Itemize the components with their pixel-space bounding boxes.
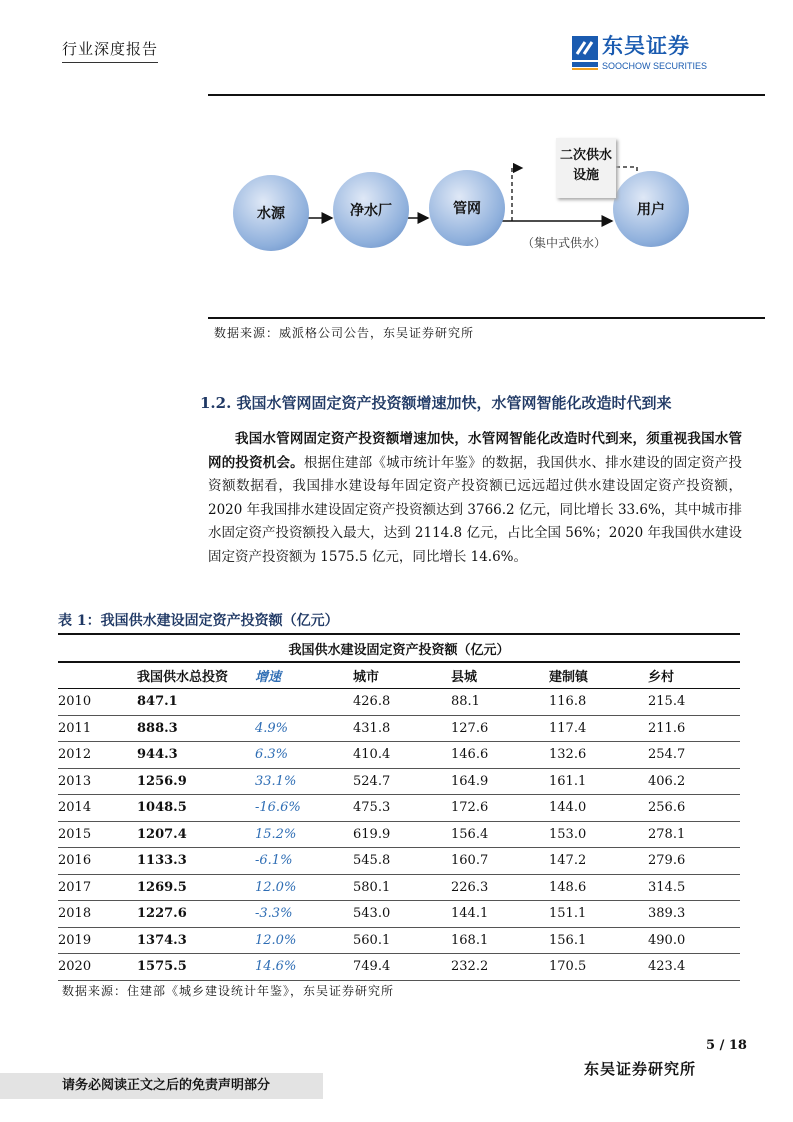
table-row bbox=[58, 689, 740, 716]
village-cell: 389.3 bbox=[648, 901, 740, 928]
total-cell: 1374.3 bbox=[137, 927, 255, 954]
growth-cell: 12.0% bbox=[255, 874, 353, 901]
investment-table bbox=[58, 633, 740, 981]
year-cell: 2014 bbox=[58, 795, 137, 822]
growth-cell: -16.6% bbox=[255, 795, 353, 822]
growth-cell: 33.1% bbox=[255, 768, 353, 795]
figure-source: 数据来源：威派格公司公告，东吴证券研究所 bbox=[214, 326, 475, 340]
column-header: 乡村 bbox=[648, 662, 740, 689]
town-cell: 151.1 bbox=[549, 901, 648, 928]
village-cell: 406.2 bbox=[648, 768, 740, 795]
table-source: 数据来源：住建部《城乡建设统计年鉴》，东吴证券研究所 bbox=[62, 984, 395, 998]
table-row bbox=[58, 715, 740, 742]
year-cell: 2012 bbox=[58, 742, 137, 769]
city-cell: 431.8 bbox=[353, 715, 451, 742]
growth-cell: 15.2% bbox=[255, 821, 353, 848]
total-cell: 1269.5 bbox=[137, 874, 255, 901]
table-row bbox=[58, 768, 740, 795]
growth-cell: -3.3% bbox=[255, 901, 353, 928]
page-number: 5 / 18 bbox=[706, 1038, 747, 1053]
city-cell: 426.8 bbox=[353, 689, 451, 716]
city-cell: 560.1 bbox=[353, 927, 451, 954]
body-paragraph bbox=[208, 428, 742, 569]
total-cell: 944.3 bbox=[137, 742, 255, 769]
growth-cell: 4.9% bbox=[255, 715, 353, 742]
node-user: 用户 bbox=[613, 171, 689, 247]
year-cell: 2011 bbox=[58, 715, 137, 742]
column-header: 我国供水总投资 bbox=[137, 662, 255, 689]
village-cell: 423.4 bbox=[648, 954, 740, 981]
city-cell: 475.3 bbox=[353, 795, 451, 822]
growth-cell: -6.1% bbox=[255, 848, 353, 875]
county-cell: 88.1 bbox=[451, 689, 549, 716]
city-cell: 580.1 bbox=[353, 874, 451, 901]
county-cell: 164.9 bbox=[451, 768, 549, 795]
town-cell: 132.6 bbox=[549, 742, 648, 769]
town-cell: 144.0 bbox=[549, 795, 648, 822]
city-cell: 545.8 bbox=[353, 848, 451, 875]
village-cell: 314.5 bbox=[648, 874, 740, 901]
county-cell: 156.4 bbox=[451, 821, 549, 848]
growth-cell bbox=[255, 689, 353, 716]
header-underline bbox=[62, 62, 158, 63]
central-supply-label: （集中式供水） bbox=[522, 236, 607, 250]
town-cell: 161.1 bbox=[549, 768, 648, 795]
village-cell: 278.1 bbox=[648, 821, 740, 848]
lead-sentence: 我国水管网固定资产投资额增速加快，水管网智能化改造时代到来，须重视我国水管网的投资机会。 bbox=[208, 431, 742, 471]
year-cell: 2015 bbox=[58, 821, 137, 848]
column-header: 建制镇 bbox=[549, 662, 648, 689]
disclaimer-banner: 请务必阅读正文之后的免责声明部分 bbox=[0, 1073, 323, 1099]
county-cell: 172.6 bbox=[451, 795, 549, 822]
town-cell: 153.0 bbox=[549, 821, 648, 848]
year-cell: 2020 bbox=[58, 954, 137, 981]
node-water-plant: 净水厂 bbox=[333, 172, 409, 248]
year-cell: 2019 bbox=[58, 927, 137, 954]
town-cell: 170.5 bbox=[549, 954, 648, 981]
header-rule bbox=[208, 94, 765, 96]
year-cell: 2013 bbox=[58, 768, 137, 795]
total-cell: 888.3 bbox=[137, 715, 255, 742]
village-cell: 211.6 bbox=[648, 715, 740, 742]
logo-icon bbox=[572, 36, 598, 70]
city-cell: 410.4 bbox=[353, 742, 451, 769]
logo-text-cn: 东吴证券 bbox=[602, 34, 690, 58]
column-header: 县城 bbox=[451, 662, 549, 689]
total-cell: 1133.3 bbox=[137, 848, 255, 875]
total-cell: 1207.4 bbox=[137, 821, 255, 848]
year-cell: 2010 bbox=[58, 689, 137, 716]
village-cell: 215.4 bbox=[648, 689, 740, 716]
body-text: 根据住建部《城市统计年鉴》的数据，我国供水、排水建设的固定资产投资额数据看，我国排水建设每年固定资产投资额已远远超过供水建设固定资产投资额，2020 年我国排水建设固定资产投资额达到 3766.2 亿元，同比增长 33.6%，其中城市排水固定资产投资额投入最大，达到 2114.8 亿元，占比全国 56%；2020 年我国供水建设固定资产投资额为 1575.5 亿元，同比增长 14.6%。 bbox=[208, 454, 743, 565]
total-cell: 1256.9 bbox=[137, 768, 255, 795]
total-cell: 1575.5 bbox=[137, 954, 255, 981]
county-cell: 168.1 bbox=[451, 927, 549, 954]
node-pipe-network: 管网 bbox=[429, 170, 505, 246]
table-row bbox=[58, 901, 740, 928]
table-row bbox=[58, 954, 740, 981]
growth-cell: 6.3% bbox=[255, 742, 353, 769]
town-cell: 156.1 bbox=[549, 927, 648, 954]
total-cell: 847.1 bbox=[137, 689, 255, 716]
town-cell: 148.6 bbox=[549, 874, 648, 901]
table-caption: 表 1：我国供水建设固定资产投资额（亿元） bbox=[58, 613, 339, 629]
section-heading: 1.2. 我国水管网固定资产投资额增速加快，水管网智能化改造时代到来 bbox=[200, 394, 672, 412]
year-cell: 2018 bbox=[58, 901, 137, 928]
city-cell: 524.7 bbox=[353, 768, 451, 795]
table-title: 我国供水建设固定资产投资额（亿元） bbox=[58, 634, 740, 662]
village-cell: 490.0 bbox=[648, 927, 740, 954]
table-row bbox=[58, 874, 740, 901]
town-cell: 147.2 bbox=[549, 848, 648, 875]
city-cell: 543.0 bbox=[353, 901, 451, 928]
city-cell: 619.9 bbox=[353, 821, 451, 848]
county-cell: 160.7 bbox=[451, 848, 549, 875]
column-header: 城市 bbox=[353, 662, 451, 689]
total-cell: 1048.5 bbox=[137, 795, 255, 822]
table-row bbox=[58, 821, 740, 848]
village-cell: 256.6 bbox=[648, 795, 740, 822]
report-type: 行业深度报告 bbox=[62, 40, 159, 58]
table-row bbox=[58, 795, 740, 822]
figure-rule bbox=[208, 317, 765, 319]
footer-institute: 东吴证券研究所 bbox=[584, 1060, 697, 1078]
logo-text-en: SOOCHOW SECURITIES bbox=[602, 61, 708, 71]
county-cell: 146.6 bbox=[451, 742, 549, 769]
growth-cell: 12.0% bbox=[255, 927, 353, 954]
county-cell: 232.2 bbox=[451, 954, 549, 981]
county-cell: 226.3 bbox=[451, 874, 549, 901]
table-row bbox=[58, 742, 740, 769]
city-cell: 749.4 bbox=[353, 954, 451, 981]
growth-cell: 14.6% bbox=[255, 954, 353, 981]
column-header bbox=[58, 662, 137, 689]
table-row bbox=[58, 927, 740, 954]
village-cell: 254.7 bbox=[648, 742, 740, 769]
column-header: 增速 bbox=[255, 662, 353, 689]
year-cell: 2016 bbox=[58, 848, 137, 875]
table-row bbox=[58, 848, 740, 875]
town-cell: 117.4 bbox=[549, 715, 648, 742]
town-cell: 116.8 bbox=[549, 689, 648, 716]
county-cell: 127.6 bbox=[451, 715, 549, 742]
total-cell: 1227.6 bbox=[137, 901, 255, 928]
secondary-supply-box: 二次供水设施 bbox=[556, 138, 616, 198]
node-water-source: 水源 bbox=[233, 175, 309, 251]
county-cell: 144.1 bbox=[451, 901, 549, 928]
year-cell: 2017 bbox=[58, 874, 137, 901]
village-cell: 279.6 bbox=[648, 848, 740, 875]
